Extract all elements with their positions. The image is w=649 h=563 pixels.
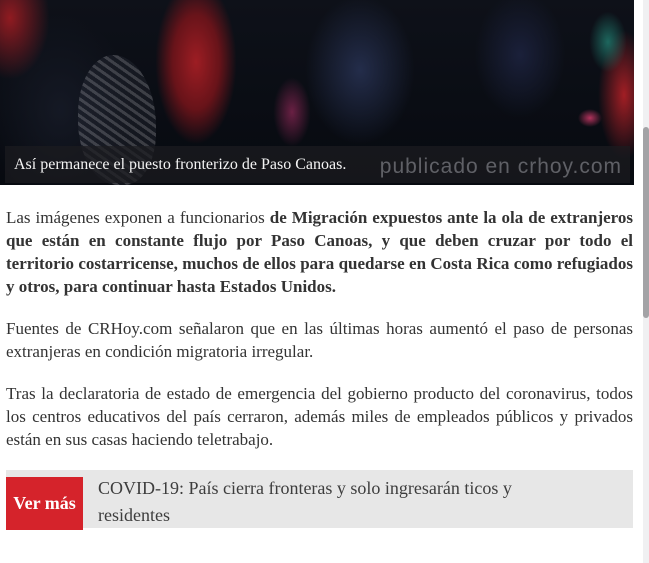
article-body bbox=[6, 185, 633, 528]
ver-mas-button[interactable]: Ver más bbox=[6, 477, 83, 530]
scrollbar-track[interactable] bbox=[643, 0, 649, 563]
article-photo bbox=[0, 0, 634, 185]
scrollbar-thumb[interactable] bbox=[643, 127, 649, 318]
related-article-box[interactable] bbox=[6, 470, 633, 528]
paragraph-3: Tras la declaratoria de estado de emergencia del gobierno producto del coronavirus, todos los centros educativos del país cerraron, además miles de empleados públicos y privados están en sus casas haciendo teletrabajo. bbox=[6, 384, 633, 449]
paragraph-2: Fuentes de CRHoy.com señalaron que en las últimas horas aumentó el paso de personas extranjeras en condición migratoria irregular. bbox=[6, 319, 633, 361]
paragraph-1-bold: de Migración expuestos ante la ola de extranjeros que están en constante flujo por Paso Canoas, y que deben cruzar por todo el territorio costarricense, muchos de ellos para quedarse en Costa Rica como refugiados y otros, para continuar hasta Estados Unidos. bbox=[6, 208, 634, 296]
paragraph-1-normal: Las imágenes exponen a funcionarios bbox=[6, 208, 265, 227]
photo-caption: Así permanece el puesto fronterizo de Paso Canoas. bbox=[14, 155, 347, 173]
related-article-link[interactable]: COVID-19: País cierra fronteras y solo ingresarán ticos y residentes bbox=[98, 478, 512, 525]
paragraph-1 bbox=[6, 206, 633, 298]
crhoy-watermark: publicado en crhoy.com bbox=[379, 155, 622, 178]
